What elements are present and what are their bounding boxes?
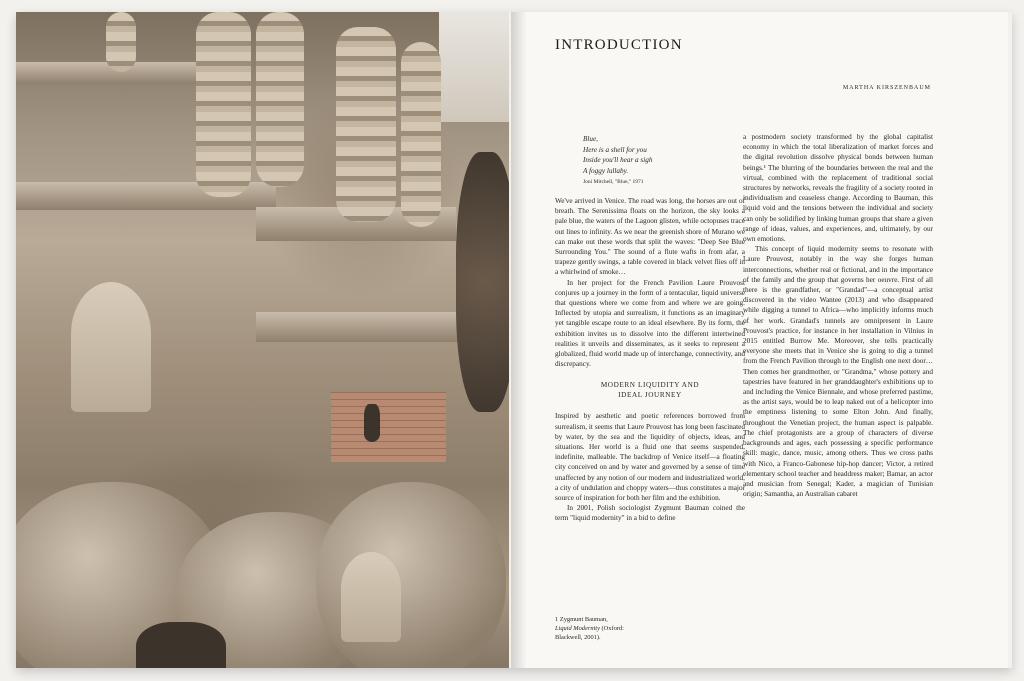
footnote — [555, 615, 665, 643]
epigraph-line: A foggy lullaby. — [583, 166, 629, 175]
sky-area — [439, 12, 509, 122]
paragraph: We've arrived in Venice. The road was long, the horses are out of breath. The Serenissima floats on the horizon, the sky looks a pale blue, the waters of the Lagoon glisten, while octopuses trace out lines to infinity. As we near the greenish shore of Murano we can make out these words that split the waves: "Deep See Blue Surrounding You." The sound of a flute wafts in from afar, a trapeze gently swings, a table covered in black velvet flies off in a whirlwind of smoke… — [555, 197, 745, 277]
footnote-line: 1 Zygmunt Bauman, — [555, 616, 608, 623]
footnote-line: (Oxford: — [599, 625, 624, 633]
section-subheading — [555, 380, 745, 400]
paragraph: In her project for the French Pavilion Laure Prouvost conjures up a journey in the form of a tentacular, liquid universe that questions where we come from and where we are going. Inflected by utopia and surrealism, it functions as an imaginary yet tangible escape route to an ideal elsewhere. By its form, the exhibition invites us to dissolve into the different intertwined realities it unveils and disseminates, as it seeks to represent a globalized, fluid world made up of interchange, connectivity, and discrepancy. — [555, 278, 745, 369]
epigraph-line: Inside you'll hear a sigh — [583, 156, 653, 164]
stone-ledge — [256, 312, 471, 342]
carved-column — [256, 12, 304, 187]
facade-photograph — [16, 12, 509, 668]
carved-column — [401, 42, 441, 227]
right-text-column — [743, 132, 933, 499]
page-gutter — [511, 12, 527, 668]
carved-column — [106, 12, 136, 72]
epigraph-credit: Joni Mitchell, "Blue," 1971 — [583, 179, 644, 185]
epigraph-line: Here is a shell for you — [583, 145, 647, 154]
article-title: INTRODUCTION — [555, 37, 683, 53]
brick-wall — [331, 392, 446, 462]
left-text-column — [555, 196, 745, 524]
grotto-opening — [136, 622, 226, 668]
foliage — [456, 152, 509, 412]
paragraph: This concept of liquid modernity seems to resonate with Laure Prouvost, notably in the way she forges human interconnections, whether real or fictional, and in the importance of the family and the group that governs her oeuvre. First of all there is the grandfather, or "Grandad"—a conceptual artist discovered in the video Wantee (2013) and who disappeared while digging a tunnel to Africa—who implicitly informs much of her work. Grandad's tunnels are omnipresent in Laure Prouvost's practice, for instance in her installation in Vilnius in 2015 entitled Burrow Me. Moreover, she tells practically everyone she meets that in Venice she is going to dig a tunnel from the French Pavilion through to the English one next door… Then comes her grandmother, or "Grandma," whose pottery and tapestries have featured in her granddaughter's exhibitions up to and including the Venice Biennale, and whose preferred pastime, as the artist says, would be to leap naked out of a helicopter into the emptiness listening to some Elton John. And finally, throughout the Venetian project, the human aspect is palpable. The chief protagonists are a group of characters of diverse backgrounds and ages, each possessing a specific performance skill: magic, dance, music, among others. Thus we cross paths with Nico, a Franco-Gabonese hip-hop dancer; Victor, a retired elementary school teacher and headdress maker; Bamar, an actor and musician from Senegal; Kader, a magician of Tunisian origin; Samantha, an Australian cabaret — [743, 245, 933, 499]
inscription-niche — [341, 552, 401, 642]
subheading-line: IDEAL JOURNEY — [618, 391, 682, 400]
paragraph: Inspired by aesthetic and poetic references borrowed from surrealism, it seems that Laure Prouvost has long been fascinated by water, by the sea and the liquidity of objects, ideas, and situations. Her world is a fluid one that seems suspended, indefinite, malleable. The backdrop of Venice itself—a floating city conceived on and by water and governed by a sense of time unaffected by any notion of our modern and industrialized world, a city of undulation and choppy waters—thus constitutes a major source of inspiration for both her film and the exhibition. — [555, 412, 745, 503]
epigraph — [583, 134, 723, 188]
subheading-line: MODERN LIQUIDITY AND — [600, 381, 700, 390]
epigraph-line: Blue, — [583, 135, 598, 143]
carved-column — [336, 27, 396, 222]
author-byline: MARTHA KIRSZENBAUM — [842, 85, 931, 91]
window-opening — [364, 404, 380, 442]
paragraph: In 2001, Polish sociologist Zygmunt Bauman coined the term "liquid modernity" in a bid to define — [555, 504, 745, 523]
text-page — [511, 12, 1008, 668]
footnote-book-title: Liquid Modernity — [555, 625, 600, 633]
inscription-niche — [71, 282, 151, 412]
paragraph: a postmodern society transformed by the global capitalist economy in which the total liberalization of market forces and the digital revolution dissolve physical bonds between human beings.¹ The blurring of the boundaries between the real and the virtual, combined with the replacement of traditional social structures by networks, reveals the fragility of a society rooted in individualism and ceaseless change. According to Bauman, this liquid void and the tensions between the individual and society can only be solidified by linking human groups that share a given range of ideas, values, and experiences, and, ultimately, by our own emotions. — [743, 133, 933, 244]
carved-column — [196, 12, 251, 197]
footnote-line: Blackwell, 2001). — [555, 634, 601, 642]
